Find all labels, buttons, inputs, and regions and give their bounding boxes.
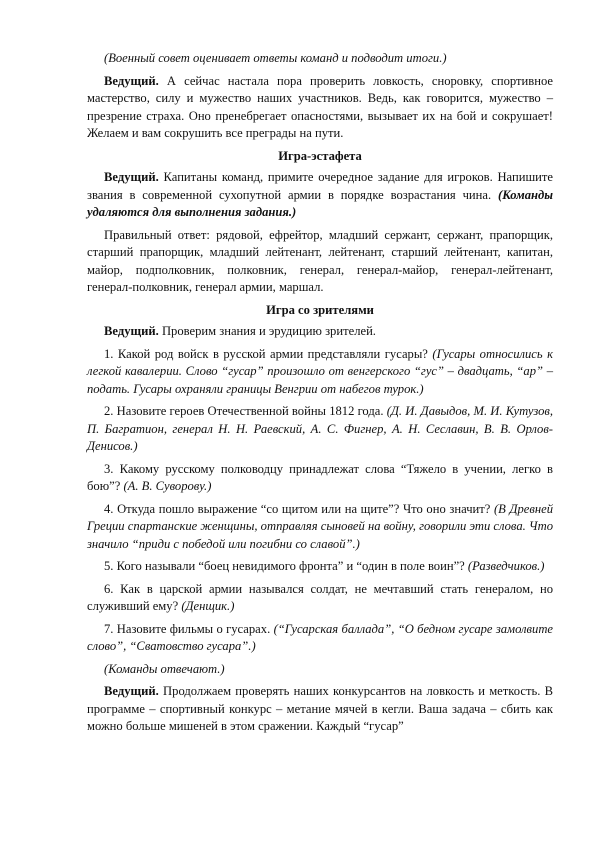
- answer-text: (“Гусарская баллада”, “О бедном гусаре замолвите слово”, “Сватовство гусара”.): [87, 621, 554, 653]
- question-text: 6. Как в царской армии назывался солдат, не мечтавший стать генералом, но служивший ему?: [87, 581, 553, 613]
- question-item: [87, 621, 553, 656]
- answer-text: (Д. И. Давыдов, М. И. Кутузов, П. Багратион, генерал Н. Н. Раевский, А. С. Фигнер, А. Н. Сеславин, В. В. Орлов-Денисов.): [87, 404, 553, 453]
- answer-text: (Денщик.): [178, 599, 235, 613]
- question-item: [87, 403, 553, 456]
- answer-text: (В Древней Греции спартанские женщины, отправляя сыновей на войну, говорили эти слова. Что значило “приди с победой или погибни со славой”.): [87, 501, 553, 551]
- question-item: [87, 558, 553, 576]
- stage-direction: (Команды удаляются для выполнения задания.): [87, 187, 553, 219]
- speech-text: Продолжаем проверять наших конкурсантов на ловкость и меткость. В программе – спортивный конкурс – метание мячей в кегли. Ваша задача – сбить как можно больше мишеней в этом сражении. Каждый “гусар”: [87, 684, 553, 733]
- question-item: [87, 501, 553, 554]
- question-item: [87, 346, 553, 399]
- answer-text: (Разведчиков.): [464, 559, 545, 573]
- host-speech-audience: [87, 323, 553, 341]
- host-speech-skittles: [87, 683, 553, 736]
- answer-text: (А. В. Суворову.): [120, 479, 212, 493]
- host-speech-ranks-task: [87, 169, 553, 222]
- stage-direction-teams-answer: (Команды отвечают.): [104, 661, 225, 676]
- correct-answer-ranks: Правильный ответ: рядовой, ефрейтор, младший сержант, сержант, прапорщик, старший прапорщик, младший лейтенант, лейтенант, старший лейтенант, капитан, майор, подполковник, полковник, генерал, генерал-майор, генерал-лейтенант, генерал-полковник, генерал армии, маршал.: [87, 227, 553, 294]
- question-item: [87, 461, 553, 496]
- section-heading-relay: Игра-эстафета: [278, 148, 362, 163]
- question-text: 3. Какому русскому полководцу принадлежат слова “Тяжело в учении, легко в бою”?: [87, 461, 553, 493]
- speech-text: Капитаны команд, примите очередное задание для игроков. Напишите звания в современной сухопутной армии в порядке возрастания чина.: [87, 170, 553, 202]
- speaker-label: Ведущий.: [104, 324, 159, 338]
- question-text: 4. Откуда пошло выражение “со щитом или на щите”? Что оно значит?: [104, 501, 491, 516]
- speaker-label: Ведущий.: [104, 73, 159, 88]
- question-text: 1. Какой род войск в русской армии представляли гусары?: [104, 346, 428, 361]
- question-text: 2. Назовите героев Отечественной войны 1812 года.: [104, 404, 384, 418]
- host-speech-courage: [87, 73, 553, 143]
- question-text: 7. Назовите фильмы о гусарах.: [104, 621, 271, 636]
- speech-text: Проверим знания и эрудицию зрителей.: [158, 324, 376, 338]
- question-item: [87, 581, 553, 616]
- speaker-label: Ведущий.: [104, 684, 159, 698]
- answer-text: (Гусары относились к легкой кавалерии. Слово “гусар” произошло от венгерского “гус” – двадцать, “ар” – подать. Гусары охраняли границы Венгрии от набегов турок.): [87, 346, 553, 396]
- stage-direction-council: (Военный совет оценивает ответы команд и подводит итоги.): [104, 51, 447, 65]
- question-text: 5. Кого называли “боец невидимого фронта” и “один в поле воин”?: [104, 559, 465, 573]
- document-page: [87, 50, 553, 741]
- speaker-label: Ведущий.: [104, 170, 159, 184]
- section-heading-audience-game: Игра со зрителями: [266, 302, 374, 317]
- speech-text: А сейчас настала пора проверить ловкость, сноровку, спортивное мастерство, силу и мужество наших участников. Ведь, как говорится, мужество – презрение страха. Оно пренебрегает опасностями, вызывает их на бой и сокрушает! Желаем и вам сокрушить все преграды на пути.: [87, 73, 553, 140]
